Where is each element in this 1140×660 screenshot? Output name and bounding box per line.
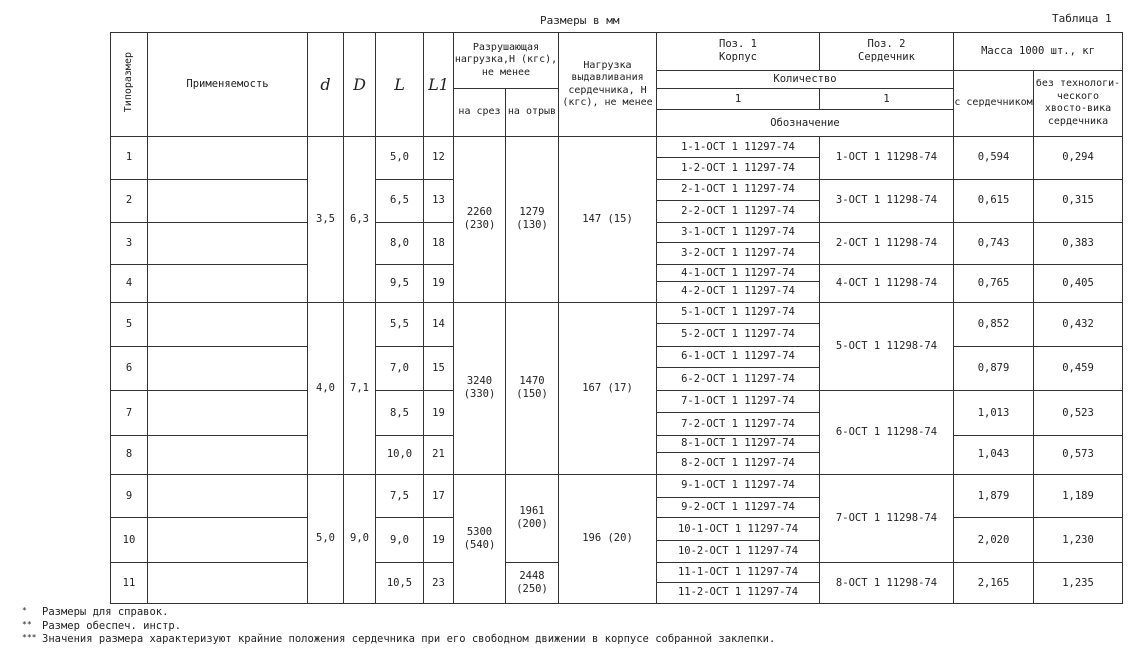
cell-mass-with-core: 2,020: [954, 518, 1034, 563]
cell-push: 196 (20): [559, 474, 657, 603]
header-breaking-load: Разрушающая нагрузка,Н (кгс), не менее: [454, 33, 559, 89]
cell-d: 5,0: [308, 474, 344, 603]
cell-typesize: 3: [111, 222, 148, 265]
header-pos2: Поз. 2 Сердечник: [820, 33, 954, 71]
cell-L: 8,0: [376, 222, 424, 265]
cell-mass-with-core: 2,165: [954, 563, 1034, 604]
cell-applicability: [148, 302, 308, 346]
cell-typesize: 9: [111, 474, 148, 518]
cell-applicability: [148, 518, 308, 563]
cell-core-designation: 3-ОСТ 1 11298-74: [820, 179, 954, 222]
cell-L1: 12: [424, 137, 454, 180]
cell-mass-without-tail: 0,432: [1034, 302, 1123, 346]
cell-mass-without-tail: 0,523: [1034, 391, 1123, 436]
cell-push: 147 (15): [559, 137, 657, 303]
cell-body-designation: 1-2-ОСТ 1 11297-74: [657, 158, 820, 180]
cell-L1: 23: [424, 563, 454, 604]
cell-applicability: [148, 346, 308, 391]
header-designation: Обозначение: [657, 110, 954, 137]
header-shear: на срез: [454, 89, 506, 137]
cell-tear: 1470 (150): [506, 302, 559, 474]
cell-mass-with-core: 1,043: [954, 436, 1034, 475]
cell-body-designation: 10-1-ОСТ 1 11297-74: [657, 518, 820, 541]
cell-body-designation: 4-1-ОСТ 1 11297-74: [657, 265, 820, 282]
cell-L: 7,5: [376, 474, 424, 518]
cell-L: 10,5: [376, 563, 424, 604]
cell-typesize: 8: [111, 436, 148, 475]
cell-body-designation: 6-1-ОСТ 1 11297-74: [657, 346, 820, 368]
cell-applicability: [148, 474, 308, 518]
cell-mass-without-tail: 0,315: [1034, 179, 1123, 222]
cell-core-designation: 5-ОСТ 1 11298-74: [820, 302, 954, 391]
cell-typesize: 11: [111, 563, 148, 604]
cell-D: 9,0: [344, 474, 376, 603]
header-pos1: Поз. 1 Корпус: [657, 33, 820, 71]
cell-applicability: [148, 391, 308, 436]
cell-mass-without-tail: 0,294: [1034, 137, 1123, 180]
header-push-out: Нагрузка выдавливания сердечника, Н (кгс), не менее: [559, 33, 657, 137]
footnote-2: Размер обеспеч. инстр.: [42, 619, 182, 632]
cell-mass-without-tail: 0,573: [1034, 436, 1123, 475]
cell-typesize: 5: [111, 302, 148, 346]
cell-L1: 17: [424, 474, 454, 518]
cell-L1: 15: [424, 346, 454, 391]
header-without-tail: без технологи-ческого хвосто-вика сердечника: [1034, 70, 1123, 137]
cell-body-designation: 11-1-ОСТ 1 11297-74: [657, 563, 820, 583]
cell-L: 10,0: [376, 436, 424, 475]
cell-core-designation: 4-ОСТ 1 11298-74: [820, 265, 954, 303]
cell-body-designation: 9-1-ОСТ 1 11297-74: [657, 474, 820, 497]
cell-core-designation: 1-ОСТ 1 11298-74: [820, 137, 954, 180]
cell-body-designation: 8-1-ОСТ 1 11297-74: [657, 436, 820, 453]
cell-mass-with-core: 0,594: [954, 137, 1034, 180]
cell-body-designation: 2-2-ОСТ 1 11297-74: [657, 200, 820, 222]
table-caption: Размеры в мм: [540, 14, 620, 27]
header-with-core: с сердечником: [954, 70, 1034, 137]
cell-mass-without-tail: 0,405: [1034, 265, 1123, 303]
cell-body-designation: 1-1-ОСТ 1 11297-74: [657, 137, 820, 158]
header-qty2: 1: [820, 89, 954, 110]
cell-L1: 14: [424, 302, 454, 346]
cell-L: 9,5: [376, 265, 424, 303]
cell-L1: 13: [424, 179, 454, 222]
cell-body-designation: 10-2-ОСТ 1 11297-74: [657, 541, 820, 563]
cell-body-designation: 5-1-ОСТ 1 11297-74: [657, 302, 820, 323]
cell-shear: 3240 (330): [454, 302, 506, 474]
cell-D: 6,3: [344, 137, 376, 303]
footnote-marker: *: [22, 606, 27, 615]
cell-mass-without-tail: 1,235: [1034, 563, 1123, 604]
cell-mass-with-core: 0,852: [954, 302, 1034, 346]
cell-tear: 1961 (200): [506, 474, 559, 563]
cell-d: 3,5: [308, 137, 344, 303]
cell-mass-with-core: 0,743: [954, 222, 1034, 265]
header-quantity: Количество: [657, 70, 954, 89]
cell-body-designation: 7-1-ОСТ 1 11297-74: [657, 391, 820, 413]
cell-body-designation: 5-2-ОСТ 1 11297-74: [657, 323, 820, 346]
cell-typesize: 10: [111, 518, 148, 563]
header-mass: Масса 1000 шт., кг: [954, 33, 1123, 71]
header-applicability: Применяемость: [148, 33, 308, 137]
cell-L1: 21: [424, 436, 454, 475]
cell-applicability: [148, 222, 308, 265]
cell-body-designation: 7-2-ОСТ 1 11297-74: [657, 413, 820, 436]
header-L: L: [376, 33, 424, 137]
table-data: [111, 137, 1123, 604]
cell-push: 167 (17): [559, 302, 657, 474]
cell-D: 7,1: [344, 302, 376, 474]
footnote-marker: **: [22, 619, 32, 629]
header-tear: на отрыв: [506, 89, 559, 137]
cell-body-designation: 11-2-ОСТ 1 11297-74: [657, 583, 820, 604]
cell-body-designation: 9-2-ОСТ 1 11297-74: [657, 497, 820, 518]
cell-applicability: [148, 265, 308, 303]
header-d: d: [308, 33, 344, 137]
header-qty1: 1: [657, 89, 820, 110]
cell-d: 4,0: [308, 302, 344, 474]
header-D: D: [344, 33, 376, 137]
footnotes: [22, 606, 775, 647]
cell-typesize: 4: [111, 265, 148, 303]
cell-applicability: [148, 563, 308, 604]
cell-mass-with-core: 1,879: [954, 474, 1034, 518]
cell-applicability: [148, 436, 308, 475]
spec-table: [110, 32, 1123, 604]
cell-mass-without-tail: 1,230: [1034, 518, 1123, 563]
cell-tear: 1279 (130): [506, 137, 559, 303]
cell-L1: 19: [424, 391, 454, 436]
cell-shear: 5300 (540): [454, 474, 506, 603]
cell-body-designation: 2-1-ОСТ 1 11297-74: [657, 179, 820, 200]
table-body: [111, 33, 1123, 137]
cell-typesize: 1: [111, 137, 148, 180]
cell-shear: 2260 (230): [454, 137, 506, 303]
cell-L1: 19: [424, 518, 454, 563]
cell-L1: 19: [424, 265, 454, 303]
cell-typesize: 2: [111, 179, 148, 222]
cell-applicability: [148, 137, 308, 180]
cell-body-designation: 6-2-ОСТ 1 11297-74: [657, 368, 820, 391]
cell-core-designation: 6-ОСТ 1 11298-74: [820, 391, 954, 474]
cell-mass-with-core: 0,615: [954, 179, 1034, 222]
cell-body-designation: 8-2-ОСТ 1 11297-74: [657, 452, 820, 474]
cell-mass-with-core: 0,879: [954, 346, 1034, 391]
cell-mass-with-core: 1,013: [954, 391, 1034, 436]
cell-core-designation: 7-ОСТ 1 11298-74: [820, 474, 954, 563]
cell-L: 7,0: [376, 346, 424, 391]
cell-body-designation: 4-2-ОСТ 1 11297-74: [657, 281, 820, 302]
cell-typesize: 6: [111, 346, 148, 391]
cell-typesize: 7: [111, 391, 148, 436]
cell-mass-without-tail: 0,383: [1034, 222, 1123, 265]
cell-core-designation: 8-ОСТ 1 11298-74: [820, 563, 954, 604]
cell-core-designation: 2-ОСТ 1 11298-74: [820, 222, 954, 265]
cell-mass-with-core: 0,765: [954, 265, 1034, 303]
cell-tear: 2448 (250): [506, 563, 559, 604]
header-L1: L1: [424, 33, 454, 137]
cell-L: 8,5: [376, 391, 424, 436]
table-label: Таблица 1: [1052, 12, 1112, 25]
cell-L: 6,5: [376, 179, 424, 222]
cell-body-designation: 3-1-ОСТ 1 11297-74: [657, 222, 820, 243]
cell-mass-without-tail: 0,459: [1034, 346, 1123, 391]
footnote-marker: ***: [22, 633, 37, 643]
footnote-3: Значения размера характеризуют крайние положения сердечника при его свободном движении в корпусе собранной заклепки.: [42, 633, 776, 646]
cell-mass-without-tail: 1,189: [1034, 474, 1123, 518]
cell-applicability: [148, 179, 308, 222]
cell-L: 5,5: [376, 302, 424, 346]
cell-body-designation: 3-2-ОСТ 1 11297-74: [657, 243, 820, 265]
header-typesize: Типоразмер: [111, 33, 148, 137]
cell-L1: 18: [424, 222, 454, 265]
cell-L: 5,0: [376, 137, 424, 180]
footnote-1: Размеры для справок.: [42, 606, 169, 618]
cell-L: 9,0: [376, 518, 424, 563]
